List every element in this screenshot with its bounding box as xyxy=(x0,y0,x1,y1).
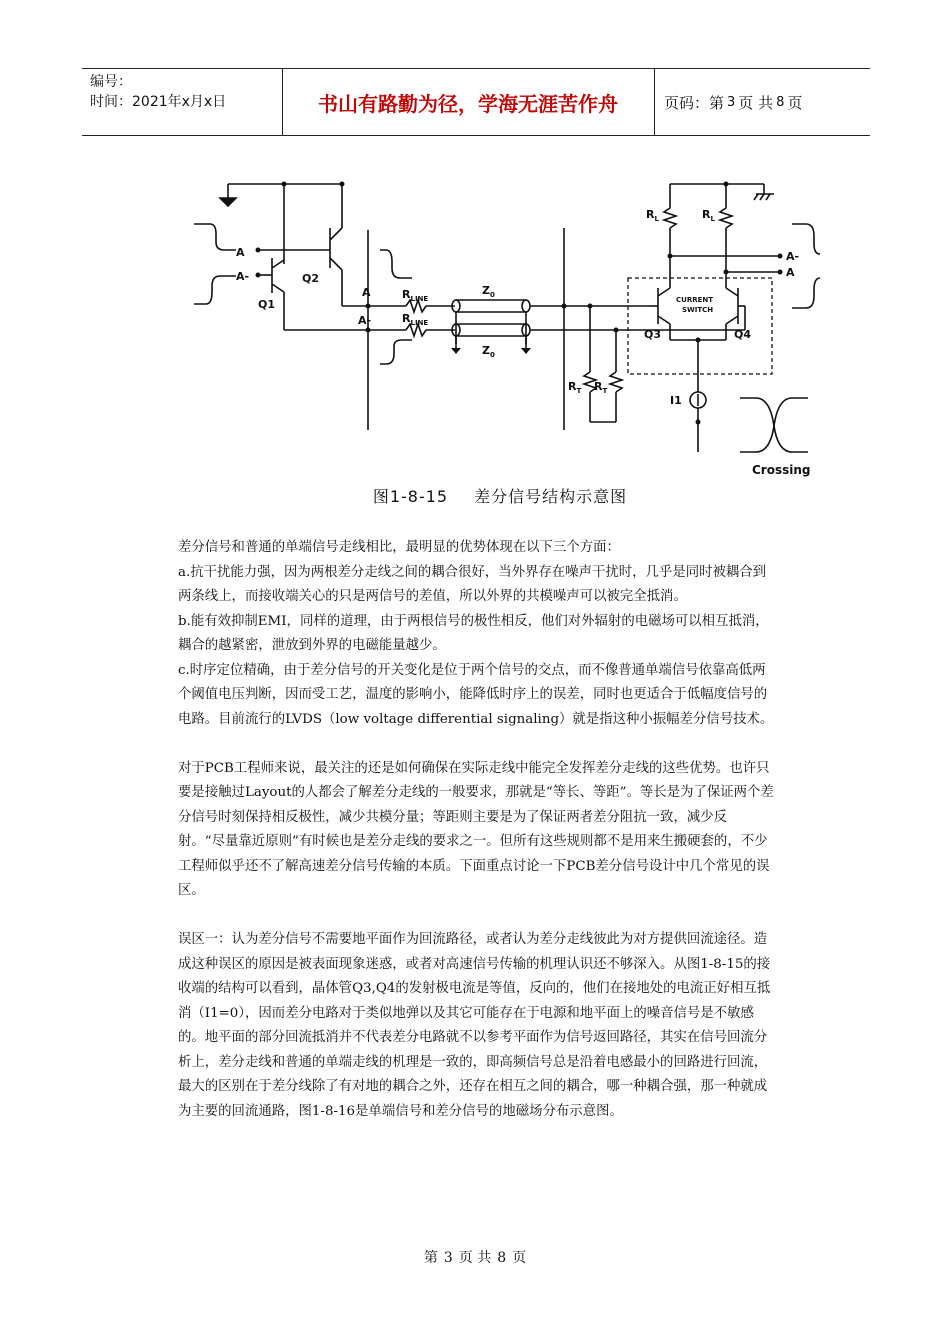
label-q3: Q3 xyxy=(644,328,662,341)
label-a-input: A xyxy=(236,246,245,259)
paragraph-gap xyxy=(178,732,774,757)
document-number-label: 编号： xyxy=(90,74,132,90)
rt-main: R xyxy=(568,380,577,393)
page-total: 8 xyxy=(776,94,785,110)
rl-sub: L xyxy=(710,215,715,223)
label-rl-left xyxy=(646,208,659,223)
label-rline-top xyxy=(402,288,428,303)
label-rt-right xyxy=(594,380,607,395)
rt-sub: T xyxy=(576,387,582,395)
circuit-diagram xyxy=(180,168,820,478)
footer-prefix: 第 xyxy=(423,1250,438,1266)
paragraph: c.时序定位精确，由于差分信号的开关变化是位于两个信号的交点，而不像普通单端信号依靠高低两个阈值电压判断，因而受工艺，温度的影响小，能降低时序上的误差，同时也更适合于低幅度信号的电路。目前流行的LVDS（low voltage differential signaling）就是指这种小振幅差分信号技术。 xyxy=(178,662,774,727)
header-meta xyxy=(90,72,226,112)
rl-main: R xyxy=(702,208,711,221)
rline-main: R xyxy=(402,288,411,301)
footer-current: 3 xyxy=(443,1250,453,1266)
rline-sub: LINE xyxy=(410,319,429,327)
rline-main: R xyxy=(402,312,411,325)
z0-sub: 0 xyxy=(489,351,495,359)
label-a-output: A xyxy=(786,266,795,279)
body-text xyxy=(178,536,774,1124)
label-rl-right xyxy=(702,208,715,223)
label-q1: Q1 xyxy=(258,298,276,311)
label-a-line: A xyxy=(362,286,371,299)
header-divider xyxy=(654,68,655,136)
label-z0-bottom xyxy=(482,344,495,359)
paragraph: 对于PCB工程师来说，最关注的还是如何确保在实际走线中能完全发挥差分走线的这些优势。也许只要是接触过Layout的人都会了解差分走线的一般要求，那就是“等长、等距”。等长是为了保证两个差分信号时刻保持相反极性，减少共模分量；等距则主要是为了保证两者差分阻抗一致，减少反射。“尽量靠近原则”有时候也是差分走线的要求之一。但所有这些规则都不是用来生搬硬套的，不少工程师似乎还不了解高速差分信号传输的本质。下面重点讨论一下PCB差分信号设计中几个常见的误区。 xyxy=(178,760,774,898)
label-a-neg-output: A- xyxy=(786,250,800,263)
figure-number: 图1-8-15 xyxy=(372,487,449,506)
footer-total: 8 xyxy=(497,1250,507,1266)
circuit-figure xyxy=(180,168,820,518)
page-header xyxy=(82,68,870,136)
figure-title: 差分信号结构示意图 xyxy=(474,487,628,506)
z0-main: Z xyxy=(482,284,490,297)
page-mid: 页 共 xyxy=(738,93,774,112)
label-z0-top xyxy=(482,284,495,299)
header-motto: 书山有路勤为径，学海无涯苦作舟 xyxy=(318,91,618,116)
label-a-neg-line: A- xyxy=(358,314,372,327)
label-crossing: Crossing xyxy=(752,463,811,477)
page-prefix: 页码：第 xyxy=(664,93,725,112)
paragraph: 误区一：认为差分信号不需要地平面作为回流路径，或者认为差分走线彼此为对方提供回流途径。造成这种误区的原因是被表面现象迷惑，或者对高速信号传输的机理认识还不够深入。从图1-8-15的接收端的结构可以看到，晶体管Q3,Q4的发射极电流是等值，反向的，他们在接地处的电流正好相互抵消（I1=0），因而差分电路对于类似地弹以及其它可能存在于电源和地平面上的噪音信号是不敏感的。地平面的部分回流抵消并不代表差分电路就不以参考平面作为信号返回路径，其实在信号回流分析上，差分走线和普通的单端走线的机理是一致的，即高频信号总是沿着电感最小的回路进行回流，最大的区别在于差分线除了有对地的耦合之外，还存在相互之间的耦合，哪一种耦合强，那一种就成为主要的回流通路，图1-8-16是单端信号和差分信号的地磁场分布示意图。 xyxy=(178,932,771,1119)
label-q2: Q2 xyxy=(302,272,320,285)
rt-main: R xyxy=(594,380,603,393)
paragraph: b.能有效抑制EMI，同样的道理，由于两根信号的极性相反，他们对外辐射的电磁场可以相互抵消，耦合的越紧密，泄放到外界的电磁能量越少。 xyxy=(178,613,769,653)
paragraph: a.抗干扰能力强，因为两根差分走线之间的耦合很好，当外界存在噪声干扰时，几乎是同时被耦合到两条线上，而接收端关心的只是两信号的差值，所以外界的共模噪声可以被完全抵消。 xyxy=(178,564,767,604)
label-i1: I1 xyxy=(670,394,682,407)
figure-caption xyxy=(180,484,820,507)
rline-sub: LINE xyxy=(410,295,429,303)
document-time-label: 时间：2021年x月x日 xyxy=(90,94,227,110)
label-a-neg-input: A- xyxy=(236,270,250,283)
label-current-switch-1: CURRENT xyxy=(676,296,714,304)
label-rline-bottom xyxy=(402,312,428,327)
rt-sub: T xyxy=(602,387,608,395)
footer-suffix: 页 xyxy=(512,1250,527,1266)
page-footer xyxy=(0,1247,950,1267)
page-current: 3 xyxy=(727,94,736,110)
z0-main: Z xyxy=(482,344,490,357)
header-page-indicator xyxy=(664,68,802,136)
footer-mid: 页 共 xyxy=(458,1250,492,1266)
rl-main: R xyxy=(646,208,655,221)
label-rt-left xyxy=(568,380,581,395)
rl-sub: L xyxy=(654,215,659,223)
z0-sub: 0 xyxy=(489,291,495,299)
label-current-switch-2: SWITCH xyxy=(682,306,714,314)
page-suffix: 页 xyxy=(787,93,803,112)
paragraph-gap xyxy=(178,904,774,929)
paragraph: 差分信号和普通的单端信号走线相比，最明显的优势体现在以下三个方面： xyxy=(178,540,620,555)
label-q4: Q4 xyxy=(734,328,752,341)
